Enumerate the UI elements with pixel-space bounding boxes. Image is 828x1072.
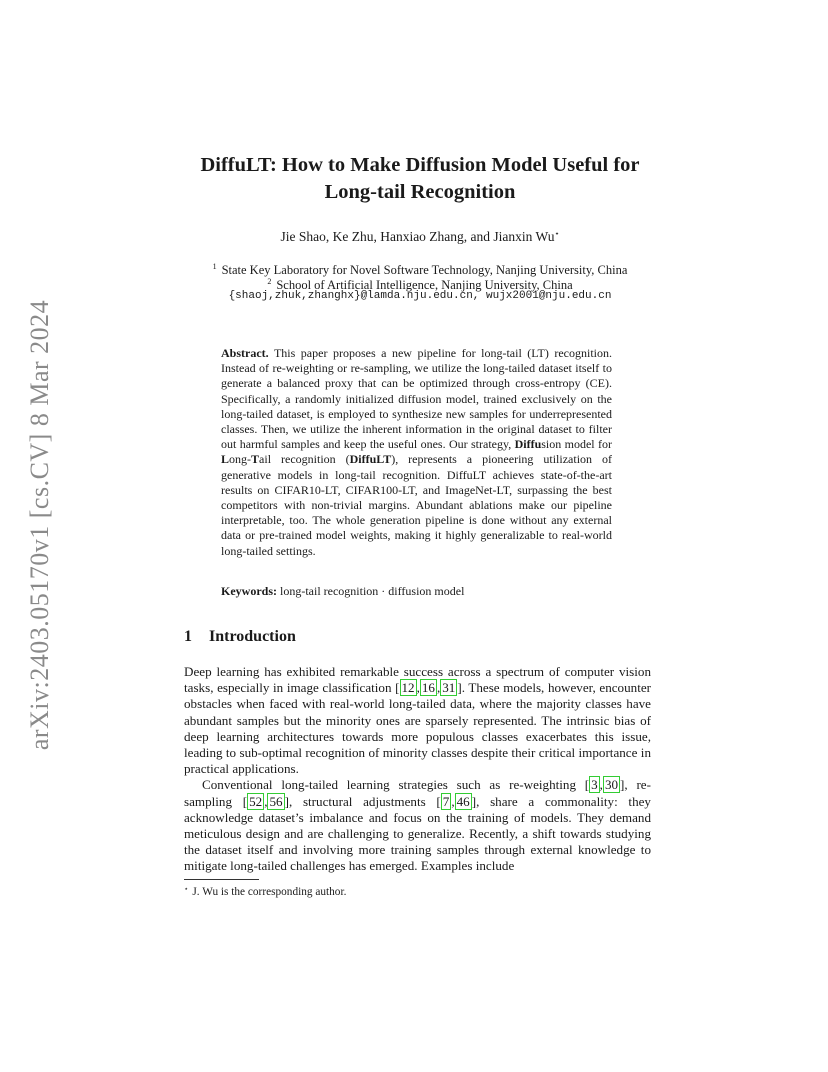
affiliation-2-text: School of Artificial Intelligence, Nanjing University, China <box>276 278 573 292</box>
t-rest: ail recognition ( <box>259 452 350 467</box>
affiliation-1-text: State Key Laboratory for Novel Software Technology, Nanjing University, China <box>221 263 628 277</box>
keywords-label: Keywords: <box>221 584 277 598</box>
l-rest: ong- <box>229 452 252 467</box>
t-bold: T <box>251 452 260 467</box>
footnote <box>184 885 346 898</box>
abstract-text-part-2: ), represents a pioneering utilization of generative models in long-tail recognition. DiffuLT achieves state-of-the-art results on CIFAR10-LT, CIFAR100-LT, and ImageNet-LT, surpassing the best competitors with non-trivial margins. Abundant ablations make our pipeline interpretable, too. The whole generation pipeline is done without any external data or pre-trained model weights, making it highly generalizable to real-world long-tailed settings. <box>221 452 613 558</box>
author-emails: {shaoj,zhuk,zhanghx}@lamda.nju.edu.cn, wujx2001@nju.edu.cn <box>228 290 612 302</box>
author-list <box>120 229 720 245</box>
paper-title <box>120 152 720 206</box>
intro-paragraph-2: Conventional long-tailed learning strategies such as re-weighting [ 3 , 30 ], re-sampling [ 52 , 56 ], structural adjustments [ 7 , 46 ], share a commonality: they acknowledge dataset’s imbalance and focus on the training of models. They demand meticulous design and are challenging to generalize. Recently, a shift towards studying the dataset itself and involving more training samples through external knowledge to mitigate long-tailed challenges has emerged. Examples include <box>184 777 651 874</box>
abstract-text-part-1: This paper proposes a new pipeline for long-tail (LT) recognition. Instead of re-weighting or re-sampling, we utilize the long-tailed dataset itself to generate a balanced proxy that can be optimized through cross-entropy (CE). Specifically, a randomly initialized diffusion model, trained exclusively on the long-tailed dataset, is employed to synthesize new samples for underrepresented classes. Then, we utilize the inherent information in the original dataset to filter out harmful samples and keep the useful ones. Our strategy, <box>221 346 612 452</box>
citation-link[interactable]: 31 <box>442 680 456 696</box>
abstract-label: Abstract. <box>221 346 269 360</box>
citation-link[interactable]: 56 <box>269 793 283 809</box>
diffu-rest: sion model for <box>541 437 613 452</box>
corresponding-author-mark: ⋆ <box>554 229 560 238</box>
title-line-2: Long-tail Recognition <box>324 181 516 203</box>
citation-link[interactable]: 12 <box>401 680 415 696</box>
affiliation-2-mark: 2 <box>267 277 272 286</box>
intro-p2-text-c: ], structural adjustments [ <box>284 793 441 809</box>
introduction-body <box>184 664 651 875</box>
citation-link[interactable]: 3 <box>591 777 598 793</box>
citation-link[interactable]: 30 <box>604 777 619 793</box>
footnote-text: J. Wu is the corresponding author. <box>192 886 347 898</box>
affiliation-1-mark: 1 <box>212 262 217 271</box>
citation-link[interactable]: 16 <box>421 680 435 696</box>
section-heading <box>184 628 296 646</box>
keywords <box>221 584 621 599</box>
section-title: Introduction <box>209 628 296 645</box>
citation-link[interactable]: 52 <box>249 793 263 809</box>
arxiv-identifier-stamp <box>20 290 60 760</box>
arxiv-stamp-text: arXiv:2403.05170v1 [cs.CV] 8 Mar 2024 <box>25 299 54 751</box>
diffu-bold: Diffu <box>514 437 542 452</box>
citation-link[interactable]: 7 <box>442 793 450 809</box>
footnote-divider <box>184 879 259 880</box>
section-number: 1 <box>184 628 192 645</box>
intro-p1-text-a: Deep learning has exhibited remarkable success across a spectrum of computer vision tasks, especially in image classification [ <box>184 664 651 696</box>
authors-text: Jie Shao, Ke Zhu, Hanxiao Zhang, and Jianxin Wu <box>280 229 555 244</box>
intro-p2-text-a: Conventional long-tailed learning strategies such as re-weighting [ <box>202 777 590 793</box>
intro-p2-text-d: ], share a commonality: they acknowledge dataset’s imbalance and focus on the training of models. They demand meticulous design and are challenging to generalize. Recently, a shift towards studying the dataset itself and involving more training samples through external knowledge to mitigate long-tailed challenges has emerged. Examples include <box>184 793 651 874</box>
keywords-text: long-tail recognition · diffusion model <box>280 584 465 598</box>
footnote-mark: ⋆ <box>184 885 189 893</box>
intro-p2-text-b: ], re-sampling [ <box>184 777 651 809</box>
title-line-1: DiffuLT: How to Make Diffusion Model Useful for <box>200 154 640 176</box>
abstract <box>221 346 612 559</box>
method-name-bold: DiffuLT <box>349 452 392 467</box>
citation-link[interactable]: 46 <box>456 793 470 809</box>
l-bold: L <box>221 452 230 467</box>
intro-paragraph-1: Deep learning has exhibited remarkable success across a spectrum of computer vision tasks, especially in image classification [ 12 , 16 , 31 ]. These models, however, encounter obstacles when faced with real-world long-tailed data, where the majority classes have abundant samples but the minority ones are sparsely represented. The intrinsic bias of deep learning architectures towards more populous classes exacerbates this issue, leading to sub-optimal recognition of minority classes despite their critical importance in practical applications. <box>184 664 651 777</box>
intro-p1-text-b: ]. These models, however, encounter obstacles when faced with real-world long-tailed data, where the majority classes have abundant samples but the minority ones are sparsely represented. The intrinsic bias of deep learning architectures towards more populous classes exacerbates this issue, leading to sub-optimal recognition of minority classes despite their critical importance in practical applications. <box>184 680 651 777</box>
